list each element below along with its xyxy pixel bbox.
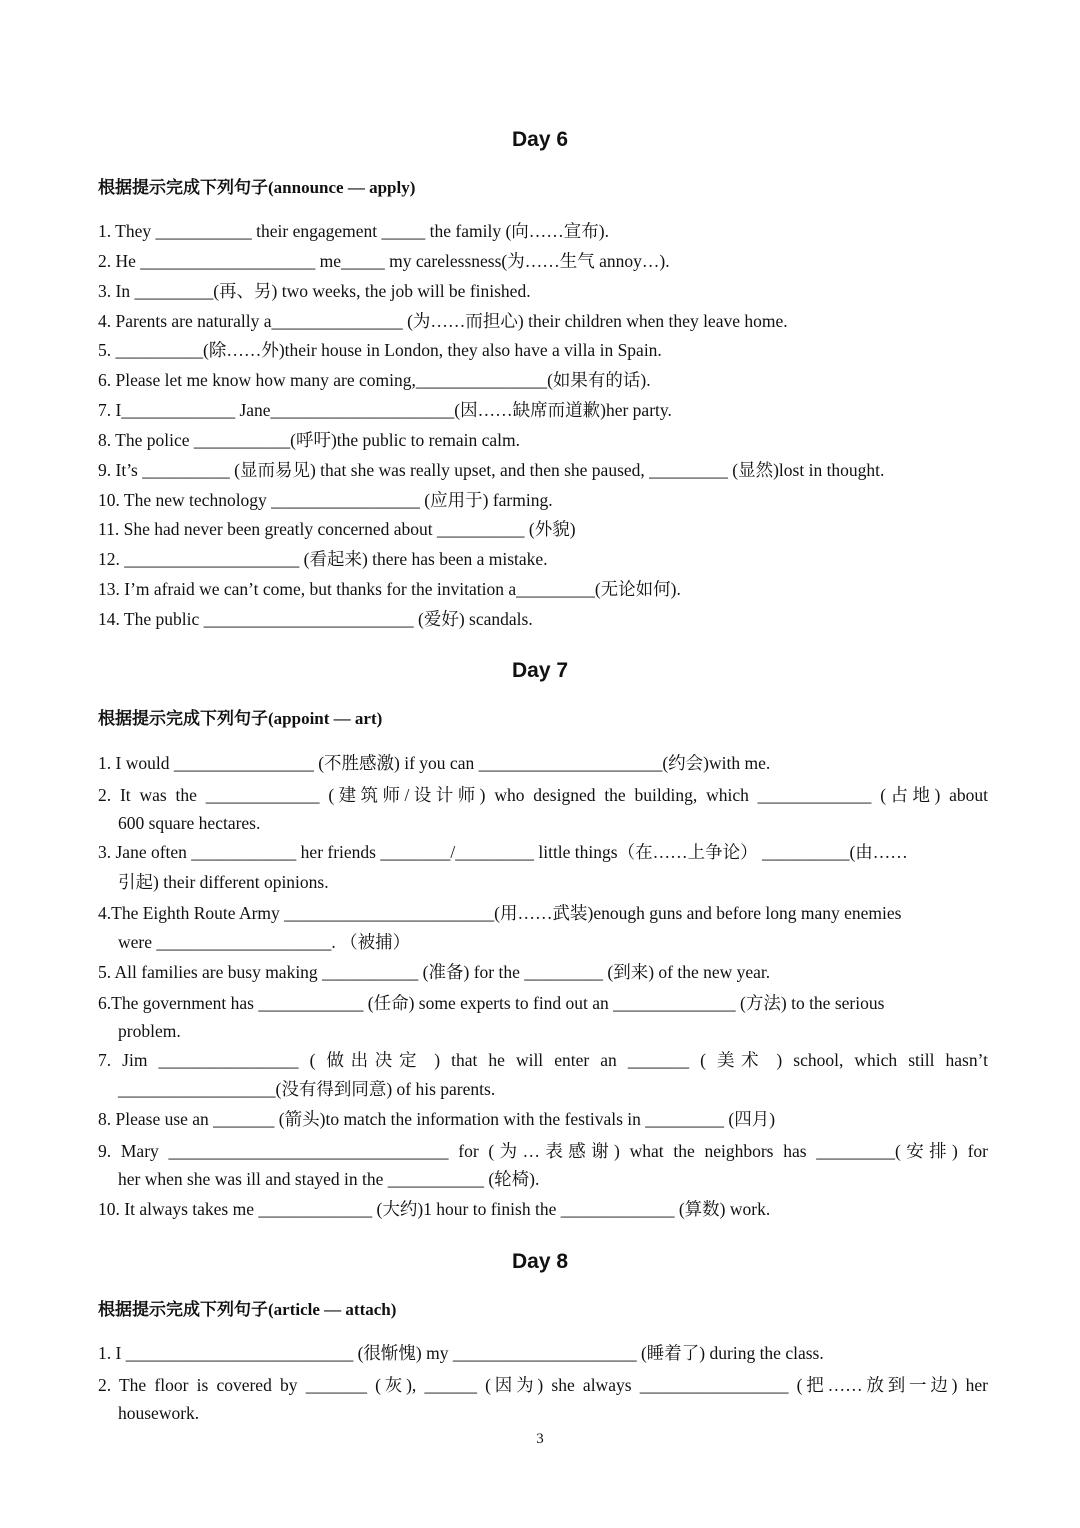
day7-line-5: 5. All families are busy making ___________ (准备) for the _________ (到来) of the new year. bbox=[98, 962, 771, 982]
day6-line-14: 14. The public ________________________ (爱好) scandals. bbox=[98, 609, 533, 629]
day7-line-2: 2. It was the _____________ (建筑师/设计师) who designed the building, which _____________ (占地) about bbox=[98, 785, 988, 805]
day8-line-2-cont: housework. bbox=[118, 1403, 200, 1423]
day7-line-9-cont: her when she was ill and stayed in the ___________ (轮椅). bbox=[118, 1169, 540, 1189]
day8-line-2: 2. The floor is covered by _______ (灰), ______ (因为) she always _________________ (把……放到一边) her bbox=[98, 1375, 988, 1395]
day7-line-10: 10. It always takes me _____________ (大约)1 hour to finish the _____________ (算数) work. bbox=[98, 1199, 771, 1219]
day6-line-6: 6. Please let me know how many are coming,_______________(如果有的话). bbox=[98, 370, 651, 390]
day7-instruction: 根据提示完成下列句子(appoint — art) bbox=[98, 709, 383, 728]
day6-line-11: 11. She had never been greatly concerned about __________ (外貌) bbox=[98, 519, 576, 539]
day6-line-13: 13. I’m afraid we can’t come, but thanks for the invitation a_________(无论如何). bbox=[98, 579, 681, 599]
day6-line-10: 10. The new technology _________________ (应用于) farming. bbox=[98, 490, 553, 510]
day7-line-6-cont: problem. bbox=[118, 1021, 181, 1041]
day6-line-5: 5. __________(除……外)their house in London, they also have a villa in Spain. bbox=[98, 340, 662, 360]
day8-instruction: 根据提示完成下列句子(article — attach) bbox=[98, 1300, 397, 1319]
day6-title: Day 6 bbox=[511, 128, 569, 151]
day6-line-12: 12. ____________________ (看起来) there has been a mistake. bbox=[98, 549, 548, 569]
day7-line-8: 8. Please use an _______ (箭头)to match the information with the festivals in _________ (四月) bbox=[98, 1109, 776, 1129]
day6-line-9: 9. It’s __________ (显而易见) that she was really upset, and then she paused, _________ (显然)lost in thought. bbox=[98, 460, 885, 480]
day6-line-3: 3. In _________(再、另) two weeks, the job will be finished. bbox=[98, 281, 531, 301]
day7-title: Day 7 bbox=[511, 659, 569, 682]
day7-line-1: 1. I would ________________ (不胜感激) if you can _____________________(约会)with me. bbox=[98, 753, 771, 773]
page-number: 3 bbox=[536, 1431, 544, 1447]
day6-line-4: 4. Parents are naturally a_______________ (为……而担心) their children when they leave home. bbox=[98, 311, 788, 331]
day6-line-8: 8. The police ___________(呼吁)the public to remain calm. bbox=[98, 430, 521, 450]
day8-title: Day 8 bbox=[511, 1250, 569, 1273]
day7-line-7-cont: __________________(没有得到同意) of his parents. bbox=[118, 1079, 496, 1099]
day8-line-1: 1. I __________________________ (很惭愧) my _____________________ (睡着了) during the class. bbox=[98, 1343, 824, 1363]
day6-instruction: 根据提示完成下列句子(announce — apply) bbox=[98, 178, 416, 197]
day6-line-7: 7. I_____________ Jane_____________________(因……缺席而道歉)her party. bbox=[98, 400, 672, 420]
day7-line-4-cont: were ____________________. （被捕） bbox=[118, 932, 411, 952]
day7-line-3-cont: 引起) their different opinions. bbox=[118, 872, 329, 892]
day6-line-1: 1. They ___________ their engagement _____ the family (向……宣布). bbox=[98, 221, 609, 241]
day6-line-2: 2. He ____________________ me_____ my carelessness(为……生气 annoy…). bbox=[98, 251, 670, 271]
day7-line-9: 9. Mary ________________________________ for (为…表感谢) what the neighbors has _________(安排) for bbox=[98, 1141, 988, 1161]
day7-line-3: 3. Jane often ____________ her friends ________/_________ little things（在……上争论） __________(由…… bbox=[98, 842, 908, 862]
day7-line-6: 6.The government has ____________ (任命) some experts to find out an ______________ (方法) to the serious bbox=[98, 993, 885, 1013]
day7-line-2-cont: 600 square hectares. bbox=[118, 813, 261, 833]
day7-line-7: 7. Jim ________________ ( 做出决定 ) that he will enter an _______ ( 美术 ) school, which still hasn’t bbox=[98, 1050, 988, 1070]
day7-line-4: 4.The Eighth Route Army ________________________(用……武装)enough guns and before long many enemies bbox=[98, 903, 902, 923]
